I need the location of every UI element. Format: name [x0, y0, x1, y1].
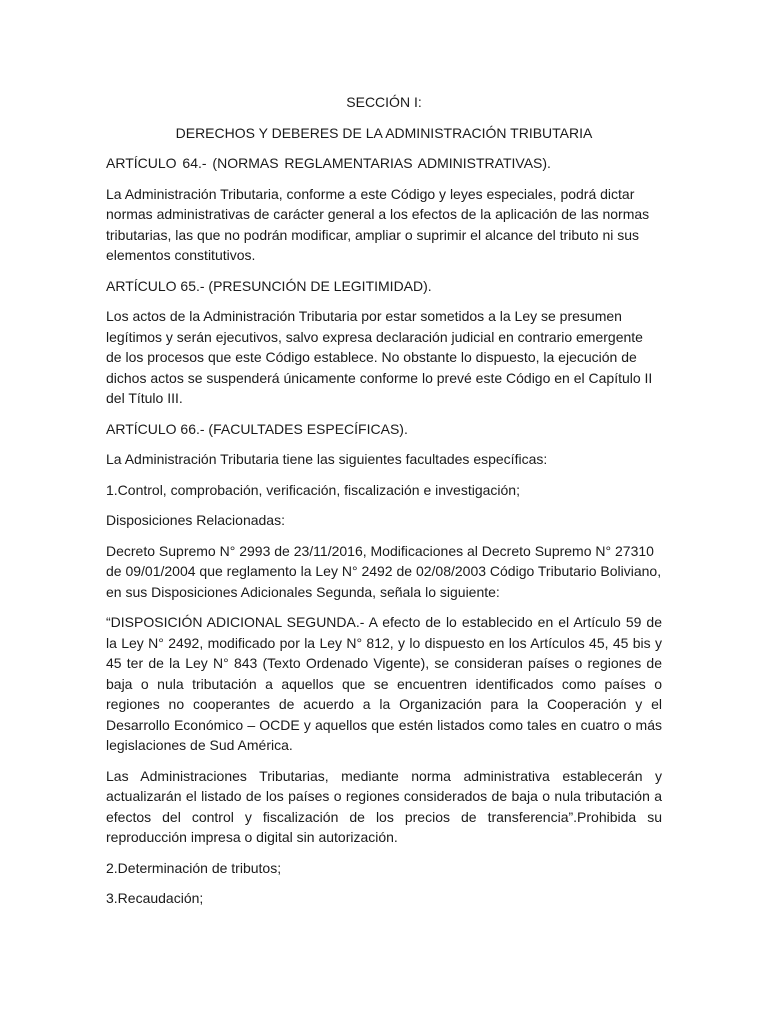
section-subtitle: DERECHOS Y DEBERES DE LA ADMINISTRACIÓN TRIBUTARIA [175, 124, 593, 141]
article-65-text: Los actos de la Administración Tributaria por estar sometidos a la Ley se presumen legítimos y serán ejecutivos, salvo expresa declaración judicial en contrario emergente de los procesos que este Código establece. No obstante lo dispuesto, la ejecución de dichos actos se suspenderá únicamente conforme lo prevé este Código en el Capítulo II del Título III. [106, 308, 653, 406]
article-66-title: ARTÍCULO 66.- (FACULTADES ESPECÍFICAS). [106, 420, 408, 437]
article-66-intro: La Administración Tributaria tiene las siguientes facultades específicas: [106, 451, 548, 467]
document-body [106, 92, 662, 919]
article-65-title: ARTÍCULO 65.- (PRESUNCIÓN DE LEGITIMIDAD). [106, 277, 432, 294]
article-64-title: ARTÍCULO 64.- (NORMAS REGLAMENTARIAS ADMINISTRATIVAS). [106, 155, 551, 171]
quote-paragraph-1: “DISPOSICIÓN ADICIONAL SEGUNDA.- A efecto de lo establecido en el Artículo 59 de la Ley N° 2492, modificado por la Ley N° 812, y lo dispuesto en los Artículos 45, 45 bis y 45 ter de la Ley N° 843 (Texto Ordenado Vigente), se consideran países o regiones de baja o nula tributación a aquellos que se encuentren identificados como países o regiones no cooperantes de acuerdo a la Organización para la Cooperación y el Desarrollo Económico – OCDE y aquellos que estén listados como tales en cuatro o más legislaciones de Sud América. [106, 614, 662, 753]
article-66-item-3: 3.Recaudación; [106, 890, 204, 906]
article-66-item-1: 1.Control, comprobación, verificación, fiscalización e investigación; [106, 481, 520, 498]
decree-paragraph: Decreto Supremo N° 2993 de 23/11/2016, Modificaciones al Decreto Supremo N° 27310 de 09/01/2004 que reglamento la Ley N° 2492 de 02/08/2003 Código Tributario Boliviano, en sus Disposiciones Adicionales Segunda, señala lo siguiente: [106, 542, 662, 600]
article-66-item-2: 2.Determinación de tributos; [106, 859, 282, 876]
quote-paragraph-2: Las Administraciones Tributarias, mediante norma administrativa establecerán y actualizarán el listado de los países o regiones considerados de baja o nula tributación a efectos del control y fiscalización de los precios de transferencia”.Prohibida su reproducción impresa o digital sin autorización. [106, 767, 662, 845]
article-64-text: La Administración Tributaria, conforme a este Código y leyes especiales, podrá dictar normas administrativas de carácter general a los efectos de la aplicación de las normas tributarias, las que no podrán modificar, ampliar o suprimir el alcance del tributo ni sus elementos constitutivos. [106, 185, 650, 263]
related-dispositions-heading: Disposiciones Relacionadas: [106, 512, 285, 528]
section-title: SECCIÓN I: [346, 94, 422, 110]
